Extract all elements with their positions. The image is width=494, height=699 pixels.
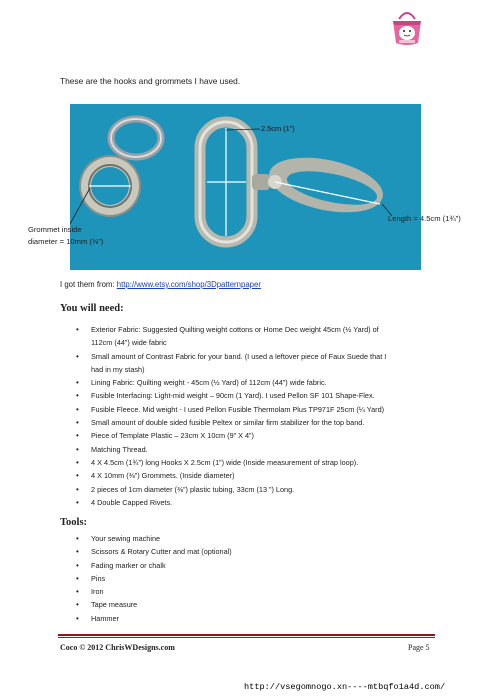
list-item: • Iron (66, 585, 438, 598)
source-line (60, 280, 261, 289)
list-item: • Lining Fabric: Quilting weight - 45cm (½ Yard) of 112cm (44”) wide fabric. (66, 376, 438, 389)
list-item: • Pins (66, 572, 438, 585)
list-item: • Exterior Fabric: Suggested Quilting weight cottons or Home Dec weight 45cm (½ Yard) of (66, 323, 438, 336)
list-item: • Tape measure (66, 598, 438, 611)
grommet-label-line1: Grommet inside (28, 225, 82, 234)
list-item: • Your sewing machine (66, 532, 438, 545)
tools-list (66, 532, 438, 625)
grommet-label-line2: diameter = 10mm (⅜”) (28, 237, 104, 246)
footer-rule-thin (58, 637, 435, 638)
list-item-cont: had in my stash) (91, 364, 145, 374)
you-will-need-heading: You will need: (60, 303, 124, 314)
list-item: • Scissors & Rotary Cutter and mat (optional) (66, 545, 438, 558)
list-item: • 4 X 4.5cm (1¾”) long Hooks X 2.5cm (1”) wide (Inside measurement of strap loop). (66, 456, 438, 469)
purse-logo (385, 5, 429, 49)
intro-text: These are the hooks and grommets I have used. (60, 76, 241, 86)
tools-heading: Tools: (60, 517, 88, 528)
list-item: • Fading marker or chalk (66, 559, 438, 572)
list-item: • Fusible Interfacing: Light-mid weight – 90cm (1 Yard). I used Pellon SF 101 Shape-Flex. (66, 389, 438, 402)
footer-rule (58, 634, 435, 636)
list-item: • Small amount of double sided fusible Peltex or similar firm stabilizer for the top band. (66, 416, 438, 429)
list-item: • 4 Double Capped Rivets. (66, 496, 438, 509)
list-item: • Small amount of Contrast Fabric for your band. (I used a leftover piece of Faux Suede that I (66, 350, 438, 363)
footer-copyright: Coco © 2012 ChrisWDesigns.com (60, 643, 175, 652)
list-item: • 4 X 10mm (⅜”) Grommets. (Inside diameter) (66, 469, 438, 482)
source-link[interactable]: http://www.etsy.com/shop/3Dpatternpaper (116, 280, 261, 289)
list-item: • 2 pieces of 1cm diameter (⅜”) plastic tubing, 33cm (13 ”) Long. (66, 483, 438, 496)
width-label: 2.5cm (1”) (261, 124, 295, 133)
list-item: • Fusible Fleece. Mid weight - I used Pellon Fusible Thermolam Plus TP971F 25cm (¼ Yard) (66, 403, 438, 416)
source-text: I got them from: (60, 280, 117, 289)
page-number: Page 5 (408, 643, 430, 652)
list-item: • Piece of Template Plastic – 23cm X 10cm (9” X 4”) (66, 429, 438, 442)
list-item: • Hammer (66, 612, 438, 625)
list-item: • Matching Thread. (66, 443, 438, 456)
length-label: Length = 4.5cm (1¾”) (388, 214, 461, 223)
grommet-label (28, 224, 103, 248)
materials-list (66, 323, 438, 509)
watermark-url: http://vsegomnogo.xn----mtbqfo1a4d.com/ (244, 682, 446, 692)
hardware-photo (70, 104, 421, 270)
list-item-cont: 112cm (44”) wide fabric (91, 338, 167, 348)
